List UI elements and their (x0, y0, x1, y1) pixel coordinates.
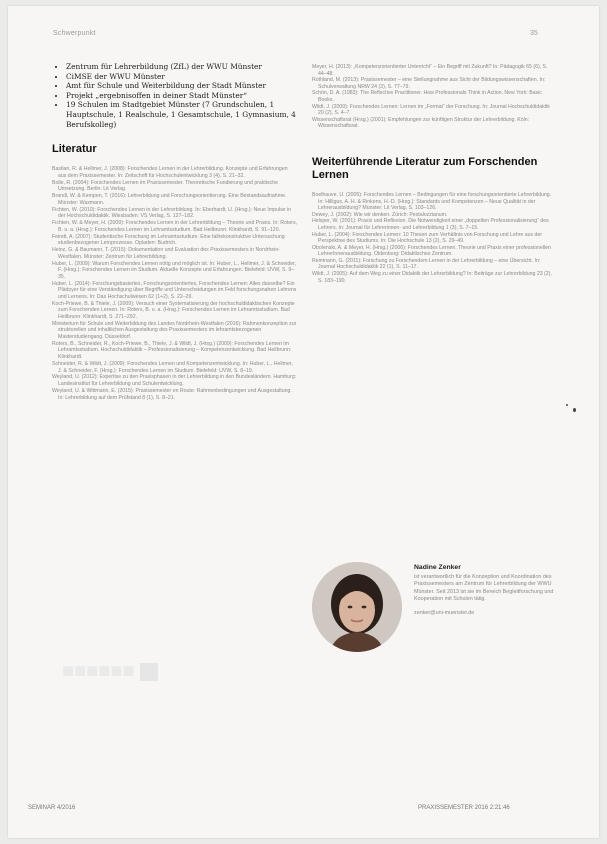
scan-speck (573, 408, 576, 412)
footer-left: SEMINAR 4/2016 (28, 805, 76, 811)
partner-list (52, 62, 297, 129)
reference-entry: Ministerium für Schule und Weiterbildung des Landes Nordrhein-Westfalen (2016): Rahmenkonzeption zur strukturellen und inhaltlichen Ausgestaltung des Praxissemesters im lehramtsbezogenen Masterstudiengang. Düsseldorf. (52, 320, 297, 340)
portrait-image (312, 562, 402, 652)
right-column (312, 64, 557, 284)
reference-list-continued (312, 64, 557, 130)
reference-entry: Weyland, U. (2012): Expertise zu den Praxisphasen in der Lehrerbildung in den Bundesländern. Hamburg: Landesinstitut für Lehrerbildung und Schulentwicklung. (52, 374, 297, 388)
logo-square (140, 663, 158, 681)
faded-logo: ■■■■■■ (62, 660, 158, 683)
reference-list (52, 166, 297, 401)
author-name: Nadine Zenker (414, 564, 461, 571)
reference-entry: Bastian, R. & Hellmer, J. (2008): Forschendes Lernen in der Lehrerbildung. Konzepte und Erfahrungen aus dem Praxissemester. In: Zeitschrift für Hochschulentwicklung 3 (4), S. 21–32. (52, 166, 288, 179)
literatur-heading: Literatur (52, 143, 97, 156)
scan-speck (566, 404, 568, 406)
reference-entry: Schneider, R. & Wildt, J. (2009): Forschendes Lernen und Kompetenzentwicklung. In: Huber, L., Hellmer, J. & Schneider, F. (Hrsg.): Forschendes Lernen im Studium. Bielefeld: UVW, S. 8–19. (52, 360, 293, 374)
reference-entry: Dewey, J. (2002): Wie wir denken. Zürich: Pestalozzianum. (312, 211, 448, 218)
reference-entry: Feindt, A. (2007): Studentische Forschung im Lehramtsstudium. Eine fallrekonstruktive Untersuchung studienbezogener Lernprozesse. Opladen: Budrich. (52, 233, 285, 247)
reference-entry: Obolenski, A. & Meyer, H. (Hrsg.) (2006): Forschendes Lernen. Theorie und Praxis einer professionellen LehrerInnenausbildung. Oldenburg: Didaktisches Zentrum. (312, 244, 551, 258)
reference-entry: Roters, B., Schneider, R., Koch-Priewe, B., Thiele, J. & Wildt, J. (Hrsg.) (2009): Forschendes Lernen im Lehramtsstudium. Hochschuldidaktik – Professionalisierung – Kompetenzentwicklung. Bad Heilbrunn: Klinkhardt. (52, 340, 292, 361)
list-item: • 19 Schulen im Stadtgebiet Münster (7 Grundschulen, 1 Hauptschule, 1 Realschule, 1 Gesamtschule, 1 Gymnasium, 4 Berufskolleg) (66, 100, 297, 129)
list-item: • Zentrum für Lehrerbildung (ZfL) der WWU Münster (66, 62, 297, 72)
further-reading-list (312, 192, 557, 284)
list-item: • Amt für Schule und Weiterbildung der Stadt Münster (66, 81, 297, 91)
reference-entry: Schön, D. A. (1983): The Reflective Practitioner. How Professionals Think in Action. New York: Basic Books. (312, 90, 542, 103)
reference-entry: Meyer, H. (2013): „Kompetenzorientierter Unterricht“ – Ein Begriff mit Zukunft? In: Pädagogik 65 (6), S. 44–48. (312, 64, 548, 77)
left-column (52, 62, 297, 401)
weiterfuehrende-literatur-heading: Weiterführende Literatur zum Forschenden Lernen (312, 155, 538, 181)
reference-entry: Weyland, U. & Wittmann, E. (2015): Praxissemester en Route: Rahmenbedingungen und Ausgestaltung. In: Lehrerbildung auf dem Prüfstand 8 (1), S. 8–21. (52, 387, 292, 401)
list-item: • Projekt „ergebnisoffen in deiner Stadt Münster“ (66, 91, 297, 101)
footer-right: PRAXISSEMESTER 2016 2:21:46 (418, 805, 510, 811)
reference-entry: Fichten, W. & Meyer, H. (2009): Forschendes Lernen in der Lehrerbildung – Theorie und Praxis. In: Roters, B. u. a. (Hrsg.): Forschendes Lernen im Lehramtsstudium. Bad Heilbrunn: Klinkhardt, S. 91–120. (52, 220, 297, 233)
reference-entry: Wissenschaftsrat (Hrsg.) (2001): Empfehlungen zur künftigen Struktur der Lehrerbildung. Köln: Wissenschaftsrat. (312, 116, 530, 130)
author-portrait (312, 562, 402, 652)
reference-entry: Rothland, M. (2013): Praxissemester – eine Stellungnahme aus Sicht der Bildungswissenschaften. In: Schulverwaltung NRW 24 (3), S. 77–79. (312, 77, 546, 90)
reference-entry: Wildt, J. (2005): Auf dem Weg zu einer Didaktik der Lehrerbildung? In: Beiträge zur Lehrerbildung 23 (2), S. 183–190. (312, 271, 552, 284)
running-header: Schwerpunkt (53, 30, 96, 37)
reference-entry: Koch-Priewe, B. & Thiele, J. (2009): Versuch einer Systematisierung der hochschuldidaktischen Konzepte zum Forschenden Lernen. In: Roters, B. u. a. (Hrsg.): Forschendes Lernen im Lehramtsstudium. Bad Heilbrunn: Klinkhardt, S. 271–292. (52, 300, 295, 320)
page-number: 35 (530, 30, 538, 37)
reference-entry: Huber, L. (2014): Forschungsbasiertes, Forschungsorientiertes, Forschendes Lernen: Alles dasselbe? Ein Plädoyer für eine Verständigung über Begriffe und Unterscheidungen im Feld forschungsnahen Lehrens und Lernens. In: Das Hochschulwesen 62 (1+2), S. 22–29. (52, 280, 297, 300)
reference-entry: Helsper, W. (2001): Praxis und Reflexion. Die Notwendigkeit einer „doppelten Professionalisierung“ des Lehrers. In: Journal für Lehrerinnen- und Lehrerbildung 1 (3), S. 7–15. (312, 218, 549, 231)
reference-entry: Huber, L. (2004): Forschendes Lernen: 10 Thesen zum Verhältnis von Forschung und Lehre aus der Perspektive des Studiums. In: Die Hochschule 13 (2), S. 29–49. (312, 231, 543, 245)
reference-entry: Reinmann, G. (2011): Forschung zu Forschendem Lernen in der Lehrerbildung – eine Übersicht. In: Journal Hochschuldidaktik 22 (1), S. 11–17. (312, 257, 541, 271)
reference-entry: Brandl, W. & Kempen, T. (2016): Lehrerbildung und Forschungsorientierung. Eine Bestandsaufnahme. Münster: Waxmann. (52, 193, 287, 206)
reference-entry: Bolle, R. (2004): Forschendes Lernen im Praxissemester. Theoretische Fundierung und praktische Umsetzung. Berlin: Lit Verlag. (52, 179, 278, 193)
reference-entry: Heinz, G. & Baumann, T. (2015): Dokumentation und Evaluation des Praxissemesters in Nordrhein-Westfalen. Münster: Zentrum für Lehrerbildung. (52, 247, 280, 260)
list-item: • CiMSE der WWU Münster (66, 72, 297, 82)
reference-entry: Huber, L. (2009): Warum Forschendes Lernen nötig und möglich ist. In: Huber, L., Hellmer, J. & Schneider, F. (Hrsg.): Forschendes Lernen im Studium. Aktuelle Konzepte und Erfahrungen. Bielefeld: UVW, S. 9–35. (52, 260, 297, 280)
reference-entry: Wildt, J. (2009): Forschendes Lernen: Lernen im „Format“ der Forschung. In: Journal Hochschuldidaktik 20 (2), S. 4–7. (312, 103, 550, 117)
reference-entry: Boelhauve, U. (2005): Forschendes Lernen – Bedingungen für eine forschungsorientierte Lehrerbildung. In: Hilligus, A. H. & Rinkens, H.-D. (Hrsg.): Standards und Kompetenzen – Neue Qualität in der Lehrerausbildung? Münster: Lit Verlag, S. 103–126. (312, 191, 552, 212)
author-description: ist verantwortlich für die Konzeption und Koordination des Praxissemesters am Zentrum für Lehrerbildung der WWU Münster. Seit 2013 ist sie im Bereich Begleitforschung und Kooperation mit Schulen tätig. (414, 574, 554, 603)
author-email: zenker@uni-muenster.de (414, 609, 475, 616)
author-bio (414, 564, 556, 616)
reference-entry: Fichten, W. (2010): Forschendes Lernen in der Lehrerbildung. In: Eberhardt, U. (Hrsg.): Neue Impulse in der Hochschuldidaktik. Wiesbaden: VS Verlag, S. 127–182. (52, 206, 292, 220)
